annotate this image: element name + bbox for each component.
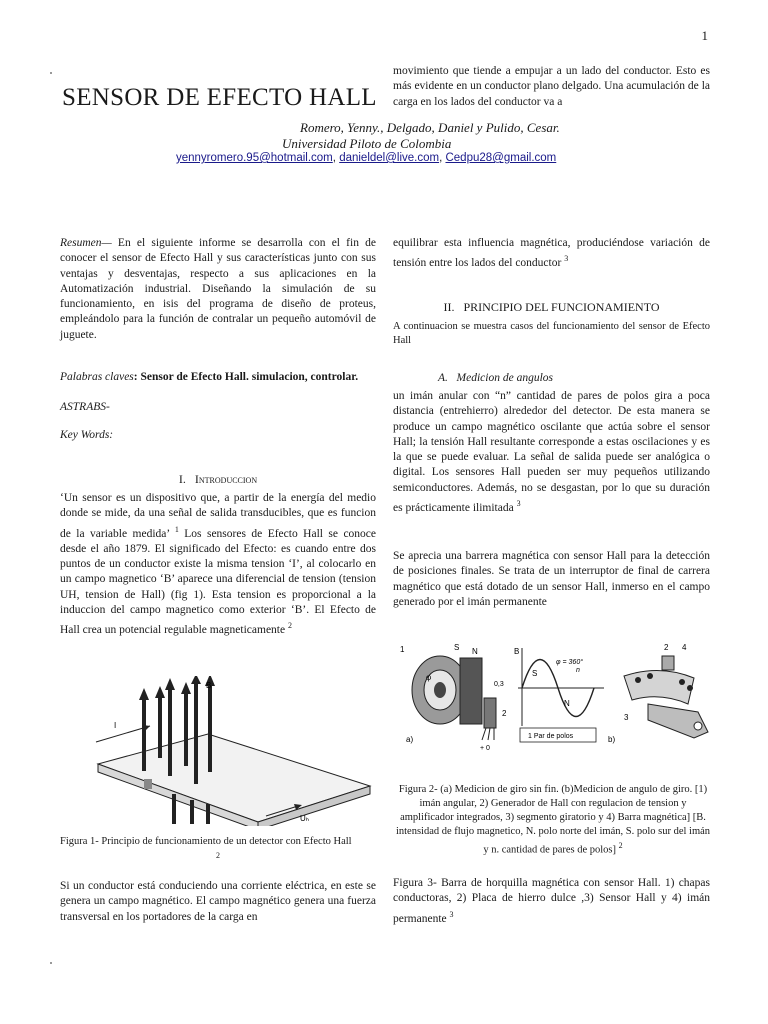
reference-2: 2 [287, 621, 292, 631]
current-arrow [96, 726, 150, 742]
section-2-number: II. [443, 300, 455, 314]
section-1-text: Los sensores de Efecto Hall se conoce desde el año 1879. El significado del Efecto: es cuando entre dos puntos de un conductor existe la misma tension ‘I’, al colocarlo en un campo magnetico ‘B’ aparece una diferencial de tension (tension UH, tension de Hall) (fig 1). Esta tension es proporcional a la induccion del campo magnetico como exterior ‘B’. El Efecto de Hall crea un potencial regulable magneticamente [60, 527, 377, 637]
section-1-title: Introduccion [194, 472, 258, 486]
section-2-title: PRINCIPIO DEL FUNCIONAMIENTO [463, 300, 660, 314]
label-pole-pair: 1 Par de polos [528, 733, 574, 740]
subsection-a-text: un imán anular con “n” cantidad de pares de polos gira a poca distancia (entrehierro) alrededor del detector. De esta manera se produce un campo magnético oscilante que actúa sobre el sensor Hall; la tensión Hall resultante corresponde a estas oscilaciones y es la que se puede evaluar. La señal de salida puede ser analógica o digital. Los sensores Hall pueden ser muy pequeños utilizando semiconductores. Además, no se desgastan, por lo que su duración es prácticamente ilimitada [393, 390, 710, 514]
label-phi: φ [426, 673, 432, 682]
hall-sensor-package [484, 698, 496, 728]
subsection-a-body [393, 389, 710, 516]
section-1-number: I. [178, 472, 186, 486]
key-words-label: Key Words: [60, 429, 114, 441]
keywords-label: Palabras claves [60, 371, 134, 383]
label-b-axis: B [514, 647, 520, 656]
abstract-text: En el siguiente informe se desarrolla con el fin de conocer el sensor de Efecto Hall y sus características junto con sus ventajas y desventajas, respecto a sus aplicaciones en la Automatización industrial. Diseñando la simulación de su funcionamiento, en isis del programa de diseño de proteus, empleándolo para la función de contralar un pequeño automóvil de juguete. [60, 237, 376, 341]
label-phi-formula: φ = 360° [556, 659, 584, 666]
section-1-body [60, 491, 376, 638]
subsection-a-heading [438, 372, 553, 384]
label-zero: + 0 [480, 745, 490, 752]
key-words [60, 428, 376, 443]
label-n: N [472, 647, 478, 656]
subsection-a-title: Medicion de angulos [456, 372, 553, 384]
label-phi-denominator: n [576, 667, 580, 674]
label-1: 1 [400, 645, 405, 654]
margin-dot [50, 72, 52, 74]
label-s-wave: S [532, 669, 538, 678]
keywords-text: : Sensor de Efecto Hall. simulacion, controlar. [133, 371, 359, 383]
figure-1-caption-text: Figura 1- Principio de funcionamiento de un detector con Efecto Hall [60, 836, 352, 847]
subsection-a-number: A. [438, 372, 448, 384]
section-2-heading [393, 300, 710, 315]
section-1-heading [60, 472, 376, 487]
figure-1-hall-diagram [88, 676, 380, 826]
figure-2a-ring-magnet [400, 643, 507, 752]
abstract-label: Resumen— [60, 237, 112, 249]
label-2b: 2 [664, 643, 669, 652]
field-arrowheads [139, 676, 215, 700]
figure-2-caption [393, 783, 713, 858]
ring-magnet-segment [460, 658, 482, 724]
astrabs [60, 400, 376, 415]
figure-1-caption [60, 835, 380, 868]
left-bottom-text: Si un conductor está conduciendo una corriente eléctrica, en este se genera un campo magnético. El campo magnético genera una fuerza transversal en los portadores de la carga en [60, 880, 376, 923]
email-separator: , [332, 152, 336, 164]
paper-title: SENSOR DE EFECTO HALL [62, 84, 377, 111]
label-2: 2 [502, 709, 507, 718]
rotating-segment [624, 670, 694, 704]
email-list [176, 152, 556, 164]
magnetic-bar [662, 656, 674, 670]
sensor-pins [482, 728, 494, 740]
keywords [60, 370, 376, 385]
figure-3-reference: 3 [449, 909, 454, 919]
email-separator: , [439, 152, 443, 164]
section-2-intro [393, 320, 710, 348]
section-2-intro-text: A continuacion se muestra casos del funcionamiento del sensor de Efecto Hall [393, 321, 710, 346]
figure-1-reference: 2 [216, 851, 220, 860]
figure-2-caption-text: Figura 2- (a) Medicion de giro sin fin. (b)Medicion de angulo de giro. [1) imán angular, 2) Generador de Hall con regulacion de tension y amplificador integrados, 3) segmento giratorio y 4) Barra magnética] [B. intensidad de flujo magnetico, N. polo norte del imán, S. polo sur del imán y n. cantidad de pares de polos] [395, 784, 711, 856]
right-continuation [393, 236, 710, 271]
figure-2b-angle-segment [608, 643, 708, 744]
page-number: 1 [701, 28, 708, 43]
email-link-1[interactable]: yennyromero.95@hotmail.com [176, 152, 333, 164]
plate-top-face [98, 734, 370, 822]
figure-3-caption [393, 876, 710, 927]
reference-1: 1 [174, 524, 179, 534]
right-top-text: movimiento que tiende a empujar a un lado del conductor. Esto es más evidente en un conductor plano delgado. Una acumulación de la carga en los lados del conductor va a [393, 65, 710, 108]
abstract [60, 236, 376, 343]
section-1-quote: ‘Un sensor es un dispositivo que, a partir de la energía del medio donde se mide, da una señal de salida transducibles, que es funcion de la variable medida’ [60, 492, 376, 540]
figure-2a-flux-graph [514, 647, 604, 742]
astrabs-label: ASTRABS- [60, 401, 110, 413]
reference-3: 3 [516, 499, 521, 509]
left-bottom-paragraph [60, 879, 376, 925]
email-link-3[interactable]: Cedpu28@gmail.com [445, 152, 557, 164]
right-top-paragraph [393, 64, 710, 110]
label-n-wave: N [564, 699, 570, 708]
label-current: I [114, 721, 117, 730]
margin-dot [50, 962, 52, 964]
label-hall-voltage: Uₕ [300, 814, 310, 823]
figure-3-caption-text: Figura 3- Barra de horquilla magnética con sensor Hall. 1) chapas conductoras, 2) Placa de hierro dulce ,3) Sensor Hall y 4) imán permanente [393, 877, 710, 925]
label-4: 4 [682, 643, 687, 652]
authors: Romero, Yenny., Delgado, Daniel y Pulido, Cesar. [300, 120, 560, 135]
label-gap: 0,3 [494, 681, 504, 688]
university: Universidad Piloto de Colombia [282, 136, 452, 151]
right-continuation-text: equilibrar esta influencia magnética, produciéndose variación de tensión entre los lados del conductor [393, 237, 710, 270]
hall-contact-strip [144, 779, 152, 789]
label-s: S [454, 643, 460, 652]
label-3: 3 [624, 713, 629, 722]
sensor-arm [648, 704, 708, 738]
figure-2-reference: 2 [618, 841, 623, 850]
subsection-a-text-2: Se aprecia una barrera magnética con sensor Hall para la detección de posiciones finales. Se trata de un interruptor de final de carrera magnético que está dotado de un sensor Hall, inmerso en el campo generado por el imán permanente [393, 550, 710, 608]
reference-3: 3 [564, 254, 569, 264]
label-b-part: b) [608, 735, 616, 744]
email-link-2[interactable]: danieldel@live.com [339, 152, 440, 164]
label-a: a) [406, 735, 414, 744]
subsection-a-body-2 [393, 549, 710, 610]
label-field: B [206, 681, 212, 690]
ring-magnet-hub [434, 682, 446, 698]
figure-2-angle-measurement [398, 642, 718, 762]
